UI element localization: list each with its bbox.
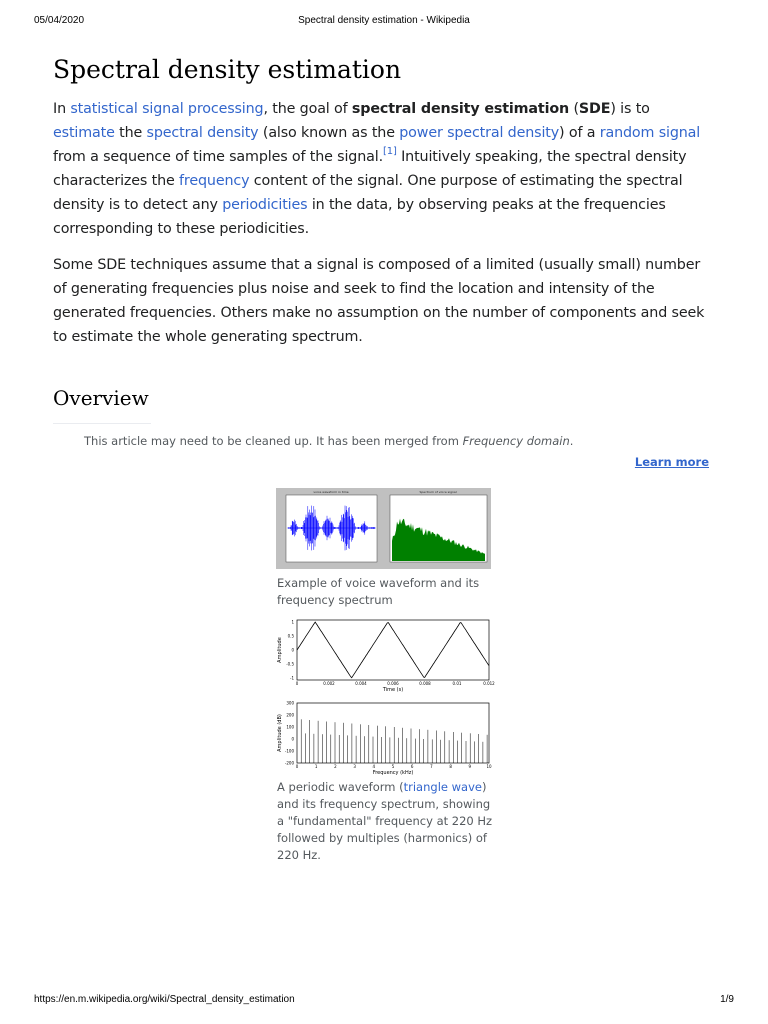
section-heading-overview[interactable]: Overview bbox=[53, 386, 149, 410]
top-x-label: Time (s) bbox=[382, 687, 404, 693]
figure1-caption: Example of voice waveform and its frequency spectrum bbox=[277, 576, 480, 607]
link-power-spectral-density[interactable]: power spectral density bbox=[399, 125, 560, 141]
caption-text: A periodic waveform ( bbox=[277, 780, 404, 794]
voice-figure-image[interactable] bbox=[276, 488, 491, 569]
learn-more-link[interactable]: Learn more bbox=[634, 455, 709, 469]
notice-text: This article may need to be cleaned up. It has been merged from bbox=[84, 434, 463, 448]
waveform-title: voice waveform in time bbox=[313, 490, 349, 494]
x-tick-label: 3 bbox=[353, 764, 356, 769]
x-tick-label: 0 bbox=[295, 764, 299, 769]
y-tick-label: 200 bbox=[286, 712, 294, 718]
link-periodicities[interactable]: periodicities bbox=[222, 197, 308, 213]
notice-link[interactable]: Frequency domain bbox=[462, 434, 570, 448]
y-tick-label: 1 bbox=[291, 619, 294, 625]
triangle-wave-figure[interactable] bbox=[270, 614, 495, 780]
reference-link[interactable]: [1] bbox=[382, 146, 397, 157]
text-span: Intuitively speaking, the spectral density characterizes the bbox=[53, 149, 687, 189]
text-span: , the goal of bbox=[263, 101, 352, 117]
x-tick-label: 6 bbox=[410, 764, 414, 769]
print-footer bbox=[0, 994, 768, 1008]
text-span: ) is to bbox=[610, 101, 650, 117]
text-span: (also known as the bbox=[258, 125, 400, 141]
y-tick-label: 0 bbox=[291, 736, 294, 742]
x-tick-label: 0.01 bbox=[452, 681, 462, 686]
text-span: ) of a bbox=[559, 125, 600, 141]
y-tick-label: 100 bbox=[286, 724, 294, 730]
link-triangle-wave[interactable]: triangle wave bbox=[403, 780, 482, 794]
x-tick-label: 0.008 bbox=[419, 681, 431, 686]
bottom-x-label: Frequency (kHz) bbox=[372, 770, 414, 776]
y-tick-label: 0 bbox=[291, 647, 294, 653]
spectrum-title: Spectrum of voice signal bbox=[419, 490, 457, 494]
x-tick-label: 4 bbox=[372, 764, 376, 769]
bold-term: spectral density estimation bbox=[351, 101, 570, 117]
cleanup-notice bbox=[84, 434, 710, 448]
y-tick-label: -100 bbox=[284, 748, 294, 754]
y-tick-label: 300 bbox=[286, 700, 294, 706]
print-url: https://en.m.wikipedia.org/wiki/Spectral_density_estimation bbox=[34, 994, 295, 1005]
x-tick-label: 0.012 bbox=[483, 681, 495, 686]
x-tick-label: 9 bbox=[468, 764, 472, 769]
link-frequency[interactable]: frequency bbox=[179, 173, 250, 189]
page-title: Spectral density estimation bbox=[53, 55, 402, 84]
figure2-caption bbox=[277, 779, 499, 864]
x-tick-label: 8 bbox=[449, 764, 452, 769]
link-statistical-signal-processing[interactable]: statistical signal processing bbox=[70, 101, 264, 117]
caption-text: ) and its frequency spectrum, showing a "fundamental" frequency at 220 Hz followed by multiples (harmonics) of 220 Hz. bbox=[277, 780, 493, 862]
y-tick-label: -1 bbox=[290, 675, 294, 681]
x-tick-label: 0.006 bbox=[387, 681, 399, 686]
x-tick-label: 5 bbox=[391, 764, 395, 769]
x-tick-label: 0.002 bbox=[323, 681, 335, 686]
second-paragraph: Some SDE techniques assume that a signal is composed of a limited (usually small) number of generating frequencies plus noise and seek to find the location and intensity of the generated frequencies. Others make no assumption on the number of components and seek to estimate the whole generating spectrum. bbox=[53, 257, 705, 345]
x-tick-label: 10 bbox=[486, 764, 492, 769]
print-header bbox=[0, 15, 768, 29]
top-y-label: Amplitude bbox=[277, 637, 283, 663]
text-span: In bbox=[53, 101, 71, 117]
y-tick-label: -0.5 bbox=[286, 661, 294, 667]
x-tick-label: 1 bbox=[314, 764, 318, 769]
article-content bbox=[53, 52, 713, 424]
x-tick-label: 0.004 bbox=[355, 681, 367, 686]
link-spectral-density[interactable]: spectral density bbox=[146, 125, 259, 141]
print-title: Spectral density estimation - Wikipedia bbox=[298, 15, 470, 26]
bold-abbr: SDE bbox=[578, 101, 611, 117]
text-span: ( bbox=[569, 101, 579, 117]
text-span: content of the signal. One purpose of estimating the spectral density is to detect any bbox=[53, 173, 683, 213]
x-tick-label: 2 bbox=[334, 764, 337, 769]
y-tick-label: -200 bbox=[284, 760, 294, 766]
link-random-signal[interactable]: random signal bbox=[599, 125, 701, 141]
x-tick-label: 7 bbox=[430, 764, 433, 769]
notice-end: . bbox=[569, 434, 574, 448]
text-span: from a sequence of time samples of the signal. bbox=[53, 149, 383, 165]
intro-paragraph bbox=[53, 97, 713, 241]
y-tick-label: 0.5 bbox=[287, 633, 294, 639]
link-estimate[interactable]: estimate bbox=[53, 125, 115, 141]
x-tick-label: 0 bbox=[295, 681, 299, 686]
print-page-number: 1/9 bbox=[720, 994, 734, 1005]
bottom-y-label: Amplitude (dB) bbox=[277, 714, 283, 752]
print-date: 05/04/2020 bbox=[34, 15, 85, 26]
heading-divider bbox=[53, 423, 151, 424]
text-span: the bbox=[114, 125, 147, 141]
figure2-background bbox=[270, 614, 495, 780]
text-span: in the data, by observing peaks at the frequencies corresponding to these periodicities. bbox=[53, 197, 666, 237]
